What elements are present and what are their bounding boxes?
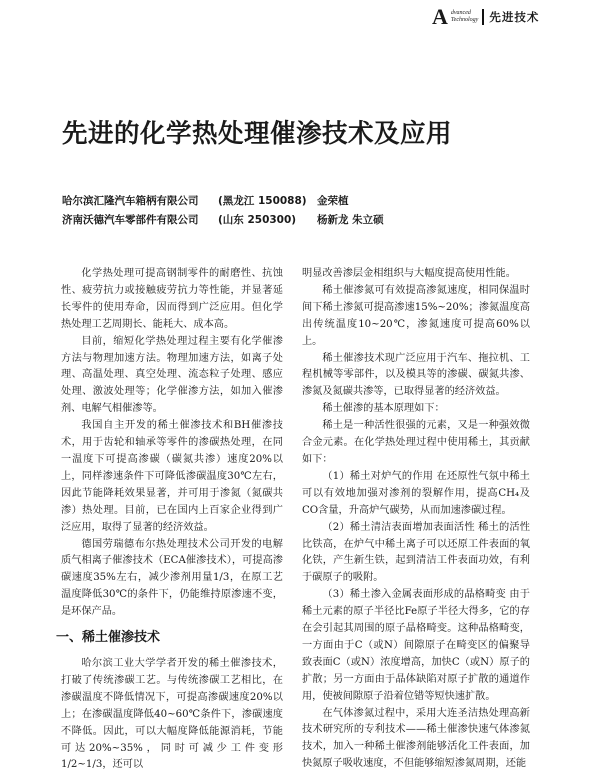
paragraph: 我国自主开发的稀土催渗技术和BH催渗技术，用于齿轮和轴承等零件的渗碳热处理，在同一温度下可提高渗碳（碳氮共渗）速度20%以上，同样渗速条件下可降低渗碳温度30℃左右，因此节能降耗效果显著，并可用于渗氮（氮碳共渗）热处理。目前，已在国内上百家企业得到广泛应用，取得了显著的经济效益。: [61, 420, 283, 533]
article-title: 先进的化学热处理催渗技术及应用: [62, 119, 453, 149]
journal-logo-line1: dvanced: [450, 10, 471, 16]
author-names: 杨新龙 朱立硕: [317, 214, 384, 226]
paragraph: （1）稀土对炉气的作用 在还原性气氛中稀土可以有效地加强对渗剂的裂解作用，提高CH₄及CO含量，升高炉气碳势，从而加速渗碳过程。: [302, 470, 530, 516]
journal-section-header: [432, 4, 540, 29]
header-divider: [482, 9, 484, 25]
paragraph: （2）稀土清洁表面增加表面活性 稀土的活性比铁高，在炉气中稀土离子可以还原工件表面的氧化铁，产生新生铁，起到清洁工件表面功效，有利于碳原子的吸附。: [302, 521, 530, 584]
paragraph: （3）稀土渗入金属表面形成的晶格畸变 由于稀土元素的原子半径比Fe原子半径大得多，它的存在会引起其周围的原子晶格畸变。这种晶格畸变，一方面由于C（或N）间隙原子在畸变区的偏聚导致表面C（或N）浓度增高，加快C（或N）原子的扩散；另一方面由于晶体缺陷对原子扩散的通道作用，使被间隙原子沿着位错等短快速扩散。: [302, 589, 530, 702]
paragraph: 稀土是一种活性很强的元素，又是一种强效微合金元素。在化学热处理过程中使用稀土，其贡献如下：: [302, 420, 530, 465]
paragraph: 在气体渗氮过程中，采用大连圣洁热处理高新技术研究所的专利技术——稀土催渗快速气体渗氮技术，加入一种稀土催渗剂能够活化工件表面，加快氮原子吸收速度，不但能够缩短渗氮周期，还能: [302, 707, 530, 770]
paragraph: 目前，缩短化学热处理过程主要有化学催渗方法与物理加速方法。物理加速方法，如离子处理、高温处理、真空处理、流态粒子处理、感应处理、激波处理等；化学催渗方法，如加入催渗剂、电解气相催渗等。: [61, 335, 283, 415]
paragraph: 稀土催渗的基本原理如下：: [322, 403, 445, 415]
author-org: 济南沃德汽车零部件有限公司: [62, 214, 199, 226]
author-names: 金荣植: [317, 195, 349, 207]
paragraph: 稀土催渗氮可有效提高渗氮速度，相同保温时间下稀土渗氮可提高渗速15%~20%；渗氮温度高出传统温度10~20℃，渗氮速度可提高60%以上。: [302, 284, 530, 347]
journal-logo-letter: A: [432, 4, 448, 29]
paragraph: 稀土催渗技术现广泛应用于汽车、拖拉机、工程机械等零部件，以及模具等的渗碳、碳氮共渗、渗氮及氮碳共渗等，已取得显著的经济效益。: [302, 352, 530, 398]
body-column-left: [56, 266, 283, 774]
author-org: 哈尔滨汇隆汽车箱柄有限公司: [62, 195, 199, 207]
paragraph: 明显改善渗层金相组织与大幅度提高使用性能。: [302, 268, 516, 279]
author-location: (山东 250300): [218, 214, 297, 226]
body-column-right: [302, 266, 530, 773]
author-location: (黑龙江 150088): [218, 195, 307, 207]
journal-logo-line2: Technology: [450, 17, 479, 23]
header-section-label: 先进技术: [489, 10, 540, 24]
journal-logo-words: [451, 10, 478, 24]
paragraph: 哈尔滨工业大学学者开发的稀土催渗技术，打破了传统渗碳工艺。与传统渗碳工艺相比，在渗碳温度不降低情况下，可提高渗碳速度20%以上；在渗碳温度降低40~60℃条件下，渗碳速度不降低。因此，可以大幅度降低能源消耗，节能可达20%~35%，同时可减少工件变形1/2~1/3，还可以: [61, 658, 283, 771]
paragraph: 德国劳瑞德布尔热处理技术公司开发的电解质气相离子催渗技术（ECA催渗技术），可提高渗碳速度35%左右，减少渗剂用量1/3，在原工艺温度降低30℃的条件下，仍能维持原渗速不变，是环保产品。: [61, 538, 283, 618]
section-heading: 一、稀土催渗技术: [56, 630, 161, 646]
paragraph: 化学热处理可提高钢制零件的耐磨性、抗蚀性、疲劳抗力或接触疲劳抗力等性能，并显著延长零件的使用寿命，因而得到广泛应用。但化学热处理工艺周期长、能耗大、成本高。: [61, 268, 283, 330]
